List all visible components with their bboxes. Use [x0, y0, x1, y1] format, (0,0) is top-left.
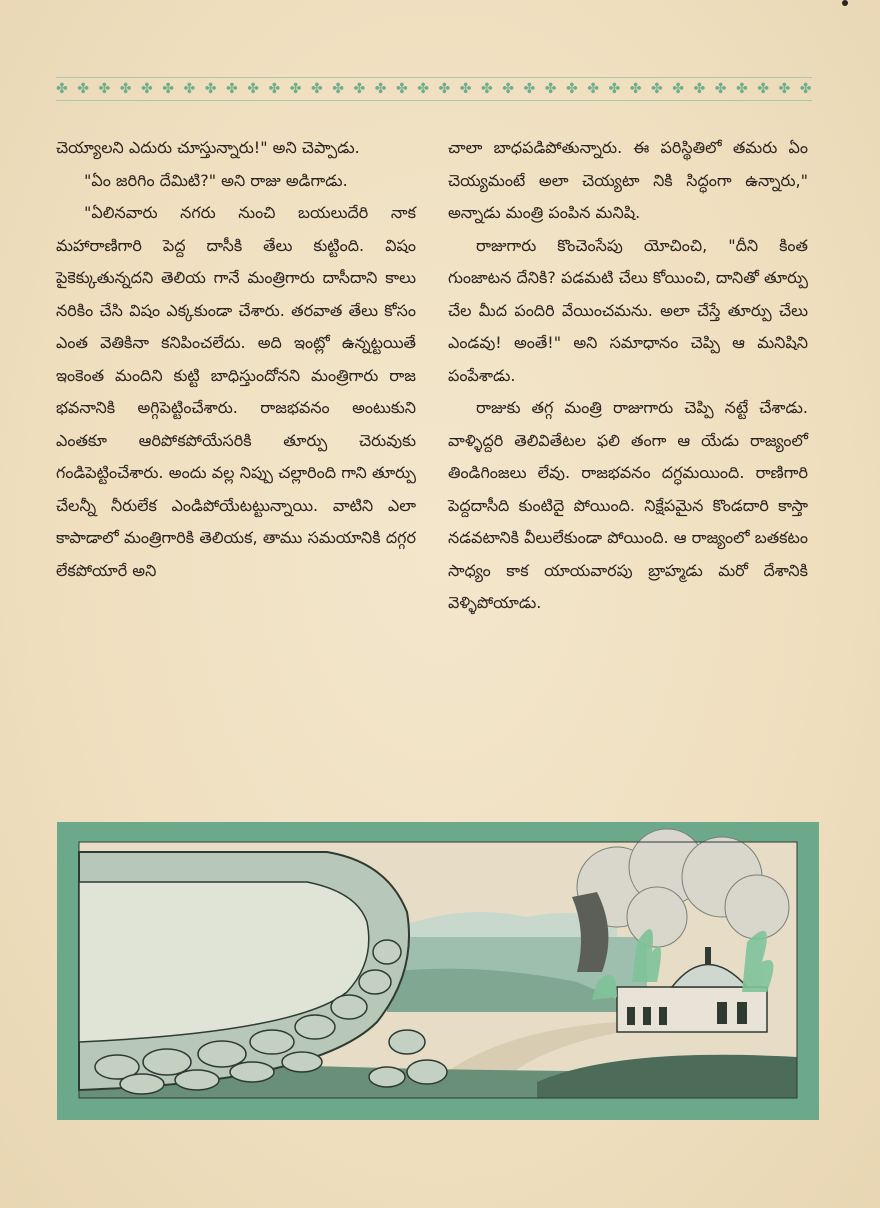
ornament-glyph: ✤	[693, 81, 706, 97]
ornament-glyph: ✤	[353, 81, 366, 97]
ornament-glyph: ✤	[289, 81, 302, 97]
paragraph: రాజుకు తగ్గ మంత్రి రాజుగారు చెప్పి నట్టే చేశాడు. వాళ్ళిద్దరి తెలివితేటల ఫలి తంగా ఆ యేడు రాజ్యంలో తిండిగింజలు లేవు. రాజభవనం దగ్ధమయింది. రాణిగారి పెద్దదాసీది కుంటిదై పోయింది. నిక్షేపమైన కొండదారి కాస్తా నడవటానికి వీలులేకుండా పోయింది. ఆ రాజ్యంలో బతకటం సాధ్యం కాక యాయవారపు బ్రాహ్మడు మరో దేశానికి వెళ్ళిపోయాడు.	[448, 398, 808, 612]
ornament-glyph: ✤	[736, 81, 748, 97]
ornament-glyph: ✤	[56, 81, 68, 97]
ornamental-border	[56, 77, 812, 101]
ornament-glyph: ✤	[204, 81, 217, 97]
story-illustration	[57, 822, 819, 1120]
ornament-glyph: ✤	[629, 81, 642, 97]
paragraph: రాజుగారు కొంచెంసేపు యోచించి, "దీని కింత గుంజాటన దేనికి? పడమటి చేలు కోయించి, దానితో తూర్పు చేల మీద పందిరి వేయించమను. అలా చేస్తే తూర్పు చేలు ఎండవు! అంతే!" అని సమాధానం చెప్పి ఆ మనిషిని పంపేశాడు.	[448, 235, 808, 385]
paragraph: "ఏలినవారు నగరు నుంచి బయలుదేరి నాక మహారాణిగారి పెద్ద దాసీకి తేలు కుట్టింది. విషం పైకెక్కుతున్నదని తెలియ గానే మంత్రిగారు దాసీదాని కాలు నరికిం చేసి విషం ఎక్కకుండా చేశారు. తరవాత తేలు కోసం ఎంత వెతికినా కనిపించలేదు. అది ఇంట్లో ఉన్నట్టయితే ఇంకెంత మందిని కుట్టి బాధిస్తుందోనని మంత్రిగారు రాజ భవనానికి అగ్గిపెట్టించేశారు. రాజభవనం అంటుకుని ఎంతకూ ఆరిపోకపోయేసరికి తూర్పు చెరువుకు గండిపెట్టించేశారు. అందు వల్ల నిప్పు చల్లారింది గాని తూర్పు చేలన్నీ నీరులేక ఎండిపోయేటట్టున్నాయి. వాటిని ఎలా కాపాడాలో మంత్రిగారికి తెలియక, తాము సమయానికి దగ్గర లేకపోయారే అని	[56, 203, 416, 580]
ornament-glyph: ✤	[523, 81, 536, 97]
ornament-glyph: ✤	[481, 81, 493, 97]
right-text-column	[448, 132, 808, 620]
illustration-drawing	[57, 822, 819, 1120]
ornament-glyph: ✤	[587, 81, 599, 97]
ornament-glyph: ✤	[226, 81, 238, 97]
ornament-glyph: ✤	[757, 81, 769, 97]
ornament-glyph: ✤	[183, 81, 196, 97]
ornament-glyph: ✤	[566, 81, 578, 97]
ornament-glyph: ✤	[247, 81, 259, 97]
ornament-glyph: ✤	[799, 81, 812, 97]
ornament-glyph: ✤	[119, 81, 132, 97]
ornament-glyph: ✤	[374, 81, 387, 97]
ornament-glyph: ✤	[162, 81, 174, 97]
ornament-glyph: ✤	[608, 81, 621, 97]
ornament-glyph: ✤	[459, 81, 472, 97]
ornament-glyph: ✤	[651, 81, 663, 97]
ornament-glyph: ✤	[98, 81, 111, 97]
paragraph: చెయ్యాలని ఎదురు చూస్తున్నారు!" అని చెప్పాడు.	[56, 138, 360, 157]
ornament-glyph: ✤	[417, 81, 429, 97]
paragraph: "ఏం జరిగిం దేమిటి?" అని రాజు అడిగాడు.	[84, 170, 348, 190]
ornament-glyph: ✤	[714, 81, 727, 97]
left-text-column	[56, 132, 416, 587]
ornament-glyph: ✤	[672, 81, 684, 97]
page-mark	[842, 0, 848, 6]
ornament-glyph: ✤	[502, 81, 514, 97]
ornament-glyph: ✤	[332, 81, 344, 97]
ornament-glyph: ✤	[268, 81, 281, 97]
ornament-glyph: ✤	[77, 81, 89, 97]
ornament-glyph: ✤	[544, 81, 557, 97]
ornament-glyph: ✤	[438, 81, 451, 97]
ornament-glyph: ✤	[778, 81, 791, 97]
paragraph: చాలా బాధపడిపోతున్నారు. ఈ పరిస్థితిలో తమరు ఏం చెయ్యమంటే అలా చెయ్యటా నికి సిద్ధంగా ఉన్నారు," అన్నాడు మంత్రి పంపిన మనిషి.	[448, 138, 808, 222]
ornament-glyph: ✤	[141, 81, 153, 97]
ornament-glyph: ✤	[311, 81, 323, 97]
ornament-glyph: ✤	[396, 81, 408, 97]
